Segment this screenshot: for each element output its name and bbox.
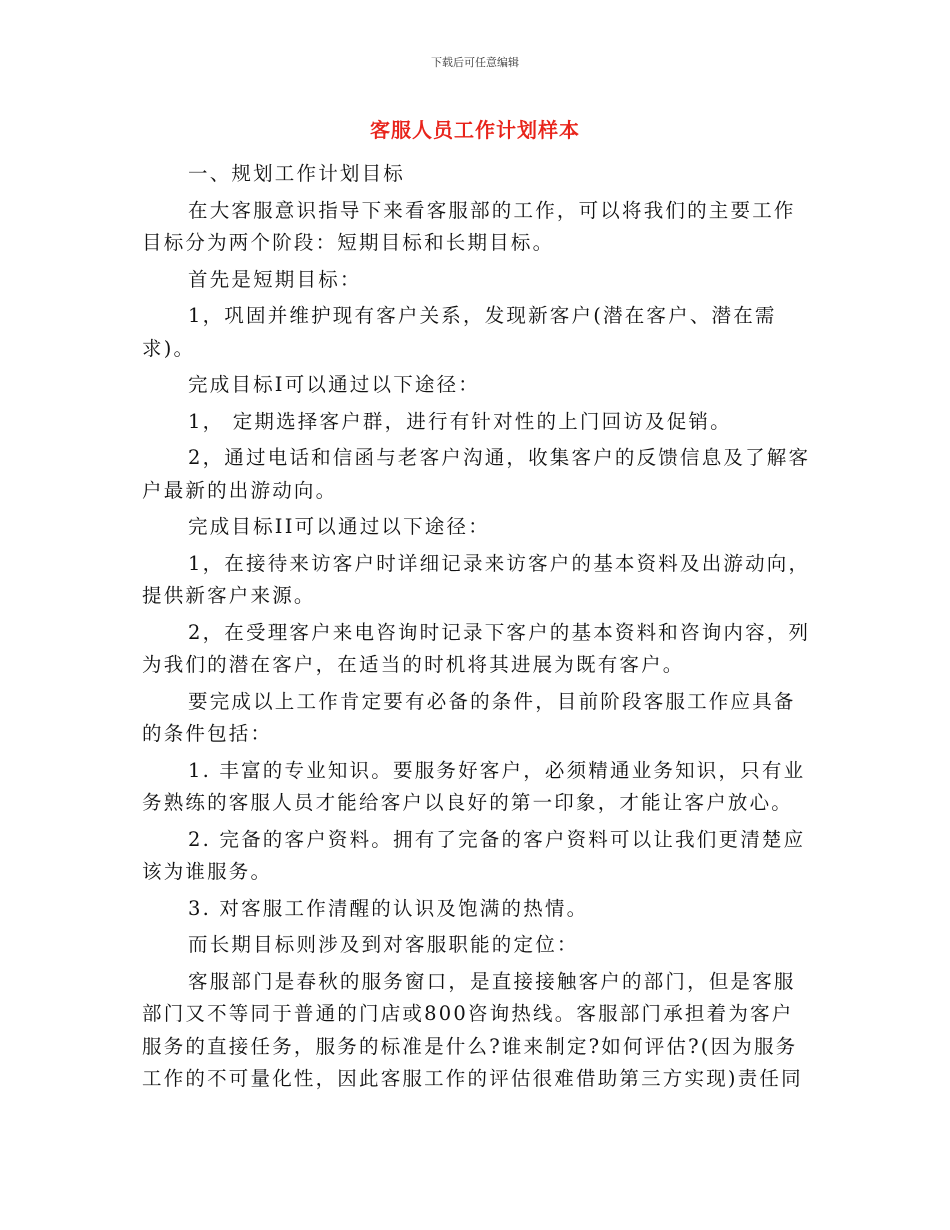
paragraph: 首先是短期目标：	[188, 267, 362, 291]
header-note: 下载后可任意编辑	[431, 56, 519, 69]
paragraph: 客服部门是春秋的服务窗口，是直接接触客户的部门，但是客服部门又不等同于普通的门店或800咨询热线。客服部门承担着为客户服务的直接任务，服务的标准是什么?谁来制定?如何评估?(因为服务工作的不可量化性，因此客服工作的评估很难借助第三方实现)责任同	[142, 969, 803, 1090]
paragraph: 2. 完备的客户资料。拥有了完备的客户资料可以让我们更清楚应该为谁服务。	[142, 827, 806, 883]
paragraph: 1， 定期选择客户群，进行有针对性的上门回访及促销。	[188, 409, 732, 433]
paragraph: 而长期目标则涉及到对客服职能的定位：	[188, 933, 579, 956]
paragraph: 在大客服意识指导下来看客服部的工作，可以将我们的主要工作目标分为两个阶段：短期目标和长期目标。	[142, 198, 796, 254]
paragraph: 一、规划工作计划目标	[188, 162, 406, 185]
document-body	[142, 158, 812, 1100]
paragraph: 完成目标I可以通过以下途径：	[188, 373, 481, 396]
paragraph: 1. 丰富的专业知识。要服务好客户，必须精通业务知识，只有业务熟练的客服人员才能给客户以良好的第一印象，才能让客户放心。	[142, 758, 806, 814]
document-title: 客服人员工作计划样本	[370, 118, 580, 142]
paragraph: 3. 对客服工作清醒的认识及饱满的热情。	[188, 896, 589, 920]
paragraph: 2，通过电话和信函与老客户沟通，收集客户的反馈信息及了解客户最新的出游动向。	[142, 446, 811, 502]
paragraph: 1，巩固并维护现有客户关系，发现新客户(潜在客户、潜在需求)。	[142, 304, 777, 360]
paragraph: 2，在受理客户来电咨询时记录下客户的基本资料和咨询内容，列为我们的潜在客户，在适当的时机将其进展为既有客户。	[142, 620, 811, 676]
paragraph: 要完成以上工作肯定要有必备的条件，目前阶段客服工作应具备的条件包括：	[142, 689, 796, 745]
paragraph: 1，在接待来访客户时详细记录来访客户的基本资料及出游动向，提供新客户来源。	[142, 551, 811, 607]
paragraph: 完成目标II可以通过以下途径：	[188, 515, 490, 538]
